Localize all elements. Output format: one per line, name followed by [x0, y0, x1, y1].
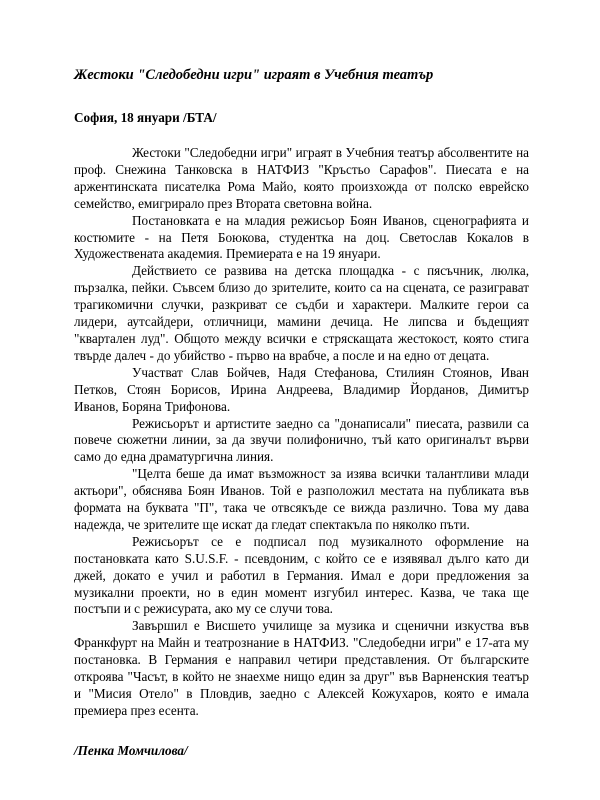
article-paragraph: Действието се развива на детска площадка - с пясъчник, люлка, пързалка, пейки. Съвсем близо до зрителите, които са на сцената, се разиграват трагикомични случки, разкриват се съдби и характери. Малките герои са лидери, аутсайдери, отличници, мамини дечица. Не липсва и бъдещият "квартален луд". Общото между всички е стряскащата жестокост, която стига твърде далеч - до убийство - първо на врабче, а после и на едно от децата. [74, 263, 529, 363]
article-paragraph: "Целта беше да имат възможност за изява всички талантливи млади актьори", обяснява Боян Иванов. Той е разположил местата на публиката във формата на буквата "П", така че отвсякъде се вижда различно. Това му дава надежда, че зрителите ще искат да гледат спектакъла по няколко пъти. [74, 466, 529, 532]
article-body [74, 145, 529, 720]
article-dateline: София, 18 януари /БТА/ [74, 110, 217, 125]
article-paragraph: Жестоки "Следобедни игри" играят в Учебния театър абсолвентите на проф. Снежина Танковска в НАТФИЗ "Кръстьо Сарафов". Пиесата е на аржентинската писателка Рома Майо, която произхожда от полско еврейско семейство, емигрирало през Втората световна война. [74, 145, 529, 211]
article-headline: Жестоки "Следобедни игри" играят в Учебния театър [74, 67, 434, 83]
article-byline: /Пенка Момчилова/ [74, 742, 188, 758]
article [74, 66, 529, 759]
article-paragraph: Постановката е на младия режисьор Боян Иванов, сценографията и костюмите - на Петя Боюкова, студентка на доц. Светослав Кокалов в Художествената академия. Премиерата е на 19 януари. [74, 212, 529, 262]
article-paragraph: Режисьорът се е подписал под музикалното оформление на постановката като S.U.S.F. - псевдоним, с който се е изявявал дълго като ди джей, докато е учил и работил в Германия. Имал е дори предложения за музикални проекти, но в един момент изгубил интерес. Казва, че така ще постъпи и с режисурата, ако му се случи това. [74, 533, 529, 617]
article-paragraph: Режисьорът и артистите заедно са "донаписали" пиесата, развили са повече сюжетни линии, за да звучи полифонично, тъй като оригиналът върви само до една драматургична линия. [74, 415, 529, 465]
article-paragraph: Завършил е Висшето училище за музика и сценични изкуства във Франкфурт на Майн и театрознание в НАТФИЗ. "Следобедни игри" е 17-ата му постановка. В Германия е направил четири представления. От българските откроява "Часът, в който не знаехме нищо един за друг" във Варненския театър и "Мисия Отело" в Пловдив, заедно с Алексей Кожухаров, която е имала премиера през есента. [74, 618, 529, 718]
article-paragraph: Участват Слав Бойчев, Надя Стефанова, Стилиян Стоянов, Иван Петков, Стоян Борисов, Ирина Андреева, Владимир Йорданов, Димитър Иванов, Боряна Трифонова. [74, 364, 529, 414]
